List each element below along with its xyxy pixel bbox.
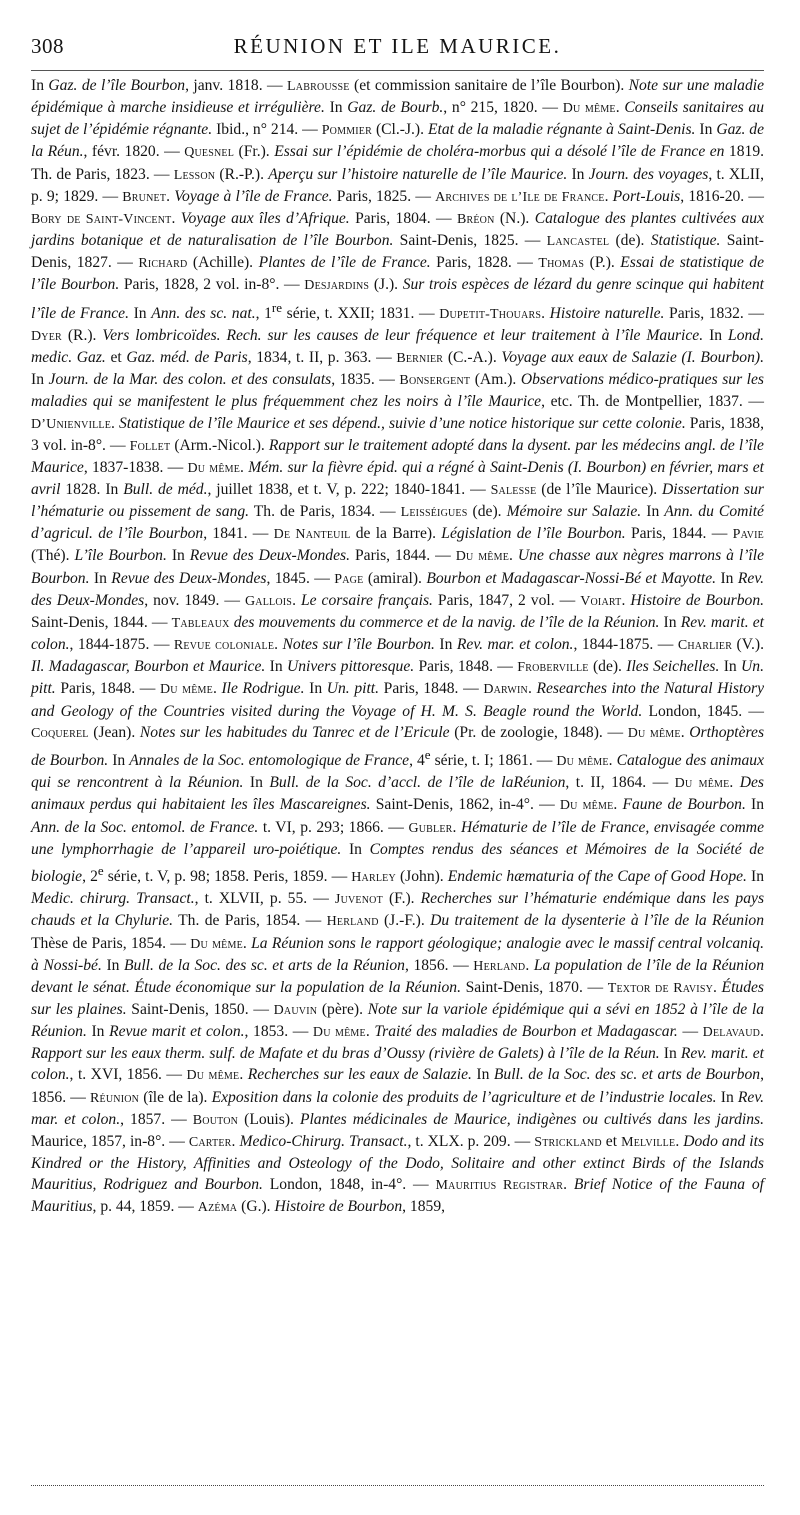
footer-dotted-rule <box>31 1485 764 1486</box>
running-title: RÉUNION ET ILE MAURICE. <box>233 34 562 58</box>
page-header <box>31 30 764 71</box>
page-number: 308 <box>31 34 64 58</box>
bibliography-text: In Gaz. de l’île Bourbon, janv. 1818. — Labrousse (et commission sanitaire de l’île Bourbon). Note sur une maladie épidémique à marche insidieuse et irrégulière. In Gaz. de Bourb., n° 215, 1820. — Du même. Conseils sanitaires au sujet de l’épidémie régnante. Ibid., n° 214. — Pommier (Cl.-J.). Etat de la maladie régnante à Saint-Denis. In Gaz. de la Réun., févr. 1820. — Quesnel (Fr.). Essai sur l’épidémie de choléra-morbus qui a désolé l’île de France en 1819. Th. de Paris, 1823. — Lesson (R.-P.). Aperçu sur l’histoire naturelle de l’île Maurice. In Journ. des voyages, t. XLII, p. 9; 1829. — Brunet. Voyage à l’île de France. Paris, 1825. — Archives de l’Ile de France. Port-Louis, 1816-20. — Bory de Saint-Vincent. Voyage aux îles d’Afrique. Paris, 1804. — Bréon (N.). Catalogue des plantes cultivées aux jardins botanique et de naturalisation de l’île Bourbon. Saint-Denis, 1825. — Lancastel (de). Statistique. Saint-Denis, 1827. — Richard (Achille). Plantes de l’île de France. Paris, 1828. — Thomas (P.). Essai de statistique de l’île Bourbon. Paris, 1828, 2 vol. in-8°. — Desjardins (J.). Sur trois espèces de lézard du genre scinque qui habitent l’île de France. In Ann. des sc. nat., 1re série, t. XXII; 1831. — Dupetit-Thouars. Histoire naturelle. Paris, 1832. — Dyer (R.). Vers lombricoïdes. Rech. sur les causes de leur fréquence et leur traitement à l’île Maurice. In Lond. medic. Gaz. et Gaz. méd. de Paris, 1834, t. II, p. 363. — Bernier (C.-A.). Voyage aux eaux de Salazie (I. Bourbon). In Journ. de la Mar. des colon. et des consulats, 1835. — Bonsergent (Am.). Observations médico-pratiques sur les maladies qui se manifestent le plus fréquemment chez les noirs à l’île Maurice, etc. Th. de Montpellier, 1837. — D’Unienville. Statistique de l’île Maurice et ses dépend., suivie d’une notice historique sur cette colonie. Paris, 1838, 3 vol. in-8°. — Follet (Arm.-Nicol.). Rapport sur le traitement adopté dans la dysent. par les médecins angl. de l’île Maurice, 1837-1838. — Du même. Mém. sur la fièvre épid. qui a régné à Saint-Denis (I. Bourbon) en février, mars et avril 1828. In Bull. de méd., juillet 1838, et t. V, p. 222; 1840-1841. — Salesse (de l’île Maurice). Dissertation sur l’hématurie ou pissement de sang. Th. de Paris, 1834. — Leisséigues (de). Mémoire sur Salazie. In Ann. du Comité d’agricul. de l’île Bourbon, 1841. — De Nanteuil de la Barre). Législation de l’île Bourbon. Paris, 1844. — Pavie (Thé). L’île Bourbon. In Revue des Deux-Mondes. Paris, 1844. — Du même. Une chasse aux nègres marrons à l’île Bourbon. In Revue des Deux-Mondes, 1845. — Page (amiral). Bourbon et Madagascar-Nossi-Bé et Mayotte. In Rev. des Deux-Mondes, nov. 1849. — Gallois. Le corsaire français. Paris, 1847, 2 vol. — Voiart. Histoire de Bourbon. Saint-Denis, 1844. — Tableaux des mouvements du commerce et de la navig. de l’île de la Réunion. In Rev. marit. et colon., 1844-1875. — Revue coloniale. Notes sur l’île Bourbon. In Rev. mar. et colon., 1844-1875. — Charlier (V.). Il. Madagascar, Bourbon et Maurice. In Univers pittoresque. Paris, 1848. — Froberville (de). Iles Seichelles. In Un. pitt. Paris, 1848. — Du même. Ile Rodrigue. In Un. pitt. Paris, 1848. — Darwin. Researches into the Natural History and Geology of the Countries visited during the Voyage of H. M. S. Beagle round the World. London, 1845. — Coquerel (Jean). Notes sur les habitudes du Tanrec et de l’Ericule (Pr. de zoologie, 1848). — Du même. Orthoptères de Bourbon. In Annales de la Soc. entomologique de France, 4e série, t. I; 1861. — Du même. Catalogue des animaux qui se rencontrent à la Réunion. In Bull. de la Soc. d’accl. de l’île de laRéunion, t. II, 1864. — Du même. Des animaux perdus qui habitaient les îles Mascareignes. Saint-Denis, 1862, in-4°. — Du même. Faune de Bourbon. In Ann. de la Soc. entomol. de France. t. VI, p. 293; 1866. — Gubler. Hématurie de l’île de France, envisagée comme une lymphorrhagie de l’appareil uro-poiétique. In Comptes rendus des séances et Mémoires de la Société de biologie, 2e série, t. V, p. 98; 1858. Peris, 1859. — Harley (John). Endemic hæmaturia of the Cape of Good Hope. In Medic. chirurg. Transact., t. XLVII, p. 55. — Juvenot (F.). Recherches sur l’hématurie endémique dans les pays chauds et la Chylurie. Th. de Paris, 1854. — Herland (J.-F.). Du traitement de la dysenterie à l’île de la Réunion Thèse de Paris, 1854. — Du même. La Réunion sons le rapport géologique; analogie avec le massif central volcaniq. à Nossi-bé. In Bull. de la Soc. des sc. et arts de la Réunion, 1856. — Herland. La population de l’île de la Réunion devant le sénat. Étude économique sur la population de la Réunion. Saint-Denis, 1870. — Textor de Ravisy. Études sur les plaines. Saint-Denis, 1850. — Dauvin (père). Note sur la variole épidémique qui a sévi en 1852 à l’île de la Réunion. In Revue marit et colon., 1853. — Du même. Traité des maladies de Bourbon et Madagascar. — Delavaud. Rapport sur les eaux therm. sulf. de Mafate et du bras d’Oussy (rivière de Galets) à l’île de la Réun. In Rev. marit. et colon., t. XVI, 1856. — Du même. Recherches sur les eaux de Salazie. In Bull. de la Soc. des sc. et arts de Bourbon, 1856. — Réunion (île de la). Exposition dans la colonie des produits de l’agriculture et de l’industrie locales. In Rev. mar. et colon., 1857. — Bouton (Louis). Plantes médicinales de Maurice, indigènes ou cultivés dans les jardins. Maurice, 1857, in-8°. — Carter. Medico-Chirurg. Transact., t. XLX. p. 209. — Strickland et Melville. Dodo and its Kindred or the History, Affinities and Osteology of the Dodo, Solitaire and other extinct Birds of the Islands Mauritius, Rodriguez and Bourbon. London, 1848, in-4°. — Mauritius Registrar. Brief Notice of the Fauna of Mauritius, p. 44, 1859. — Azéma (G.). Histoire de Bourbon, 1859, <box>31 77 765 1216</box>
